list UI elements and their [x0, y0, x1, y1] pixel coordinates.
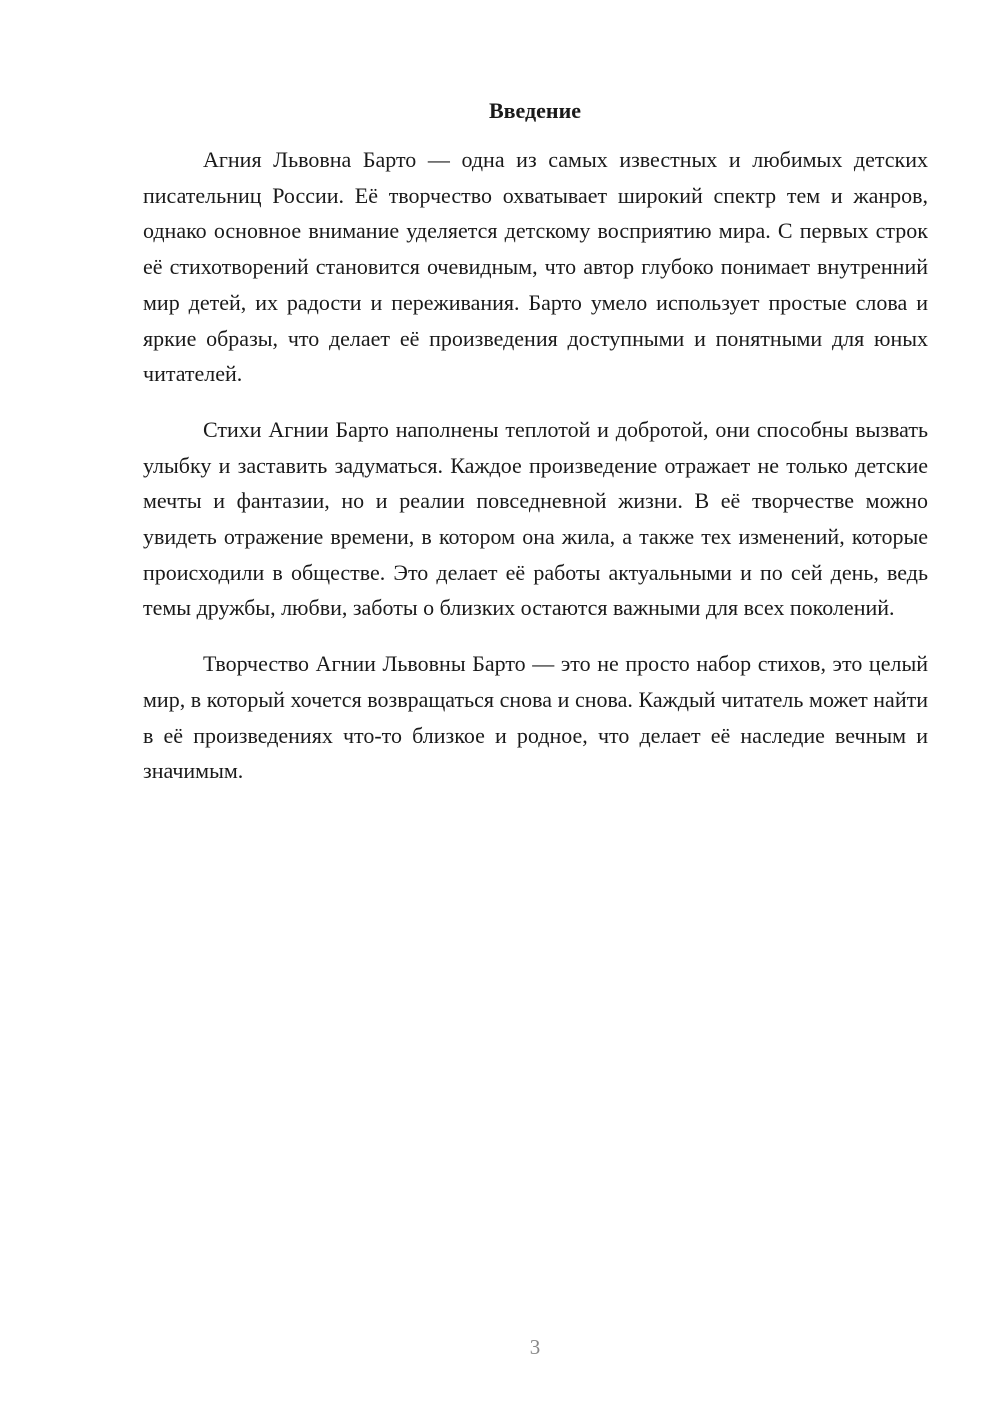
page-number: 3	[529, 1335, 541, 1359]
body-text	[143, 142, 928, 809]
paragraph-3: Творчество Агнии Львовны Барто — это не просто набор стихов, это целый мир, в который хочется возвращаться снова и снова. Каждый читатель может найти в её произведениях что-то близкое и родное, что делает её наследие вечным и значимым.	[143, 651, 928, 784]
page-title: Введение	[488, 98, 582, 123]
paragraph-1: Агния Львовна Барто — одна из самых известных и любимых детских писательниц России. Её творчество охватывает широкий спектр тем и жанров, однако основное внимание уделяется детскому восприятию мира. С первых строк её стихотворений становится очевидным, что автор глубоко понимает внутренний мир детей, их радости и переживания. Барто умело использует простые слова и яркие образы, что делает её произведения доступными и понятными для юных читателей.	[143, 147, 928, 387]
paragraph-2: Стихи Агнии Барто наполнены теплотой и добротой, они способны вызвать улыбку и заставить задуматься. Каждое произведение отражает не только детские мечты и фантазии, но и реалии повседневной жизни. В её творчестве можно увидеть отражение времени, в котором она жила, а также тех изменений, которые происходили в обществе. Это делает её работы актуальными и по сей день, ведь темы дружбы, любви, заботы о близких остаются важными для всех поколений.	[143, 416, 928, 621]
